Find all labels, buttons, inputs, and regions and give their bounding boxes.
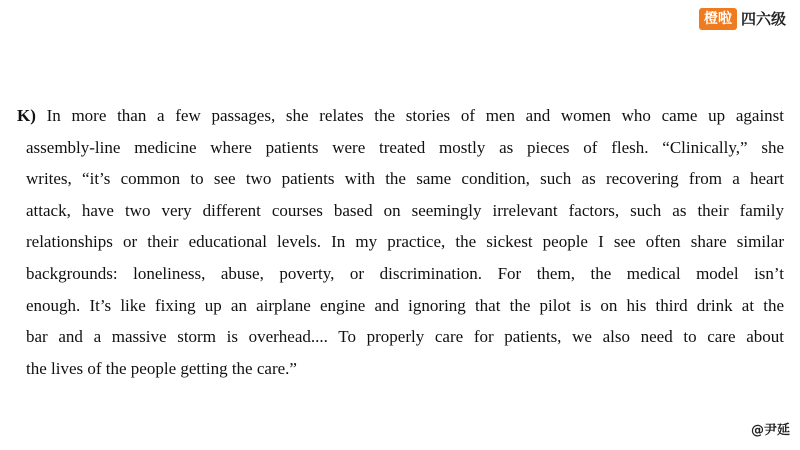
passage-line: writes, “it’s common to see two patients with the same condition, such as recovering from a heart (26, 169, 784, 189)
passage-line: backgrounds: loneliness, abuse, poverty, or discrimination. For them, the medical model isn’t (26, 263, 784, 283)
passage-paragraph (17, 100, 785, 384)
paragraph-label: K) (17, 106, 36, 125)
passage-line: attack, have two very different courses based on seemingly irrelevant factors, such as their family (26, 200, 784, 220)
passage-line: the lives of the people getting the care.” (26, 358, 297, 378)
passage-line (17, 100, 784, 132)
brand-header (699, 8, 786, 30)
author-watermark: @尹延 (750, 423, 790, 438)
passage-line: enough. It’s like fixing up an airplane engine and ignoring that the pilot is on his third drink at the (26, 295, 784, 315)
brand-logo: 橙啦 (699, 8, 737, 30)
passage-line: bar and a massive storm is overhead.... To properly care for patients, we also need to care about (26, 327, 784, 347)
passage-line-text: In more than a few passages, she relates the stories of men and women who came up against (46, 106, 785, 125)
passage-line: assembly-line medicine where patients were treated mostly as pieces of flesh. “Clinically,” she (26, 137, 784, 157)
brand-subtitle: 四六级 (740, 10, 786, 28)
passage-line: relationships or their educational levels. In my practice, the sickest people I see often share similar (26, 232, 784, 252)
